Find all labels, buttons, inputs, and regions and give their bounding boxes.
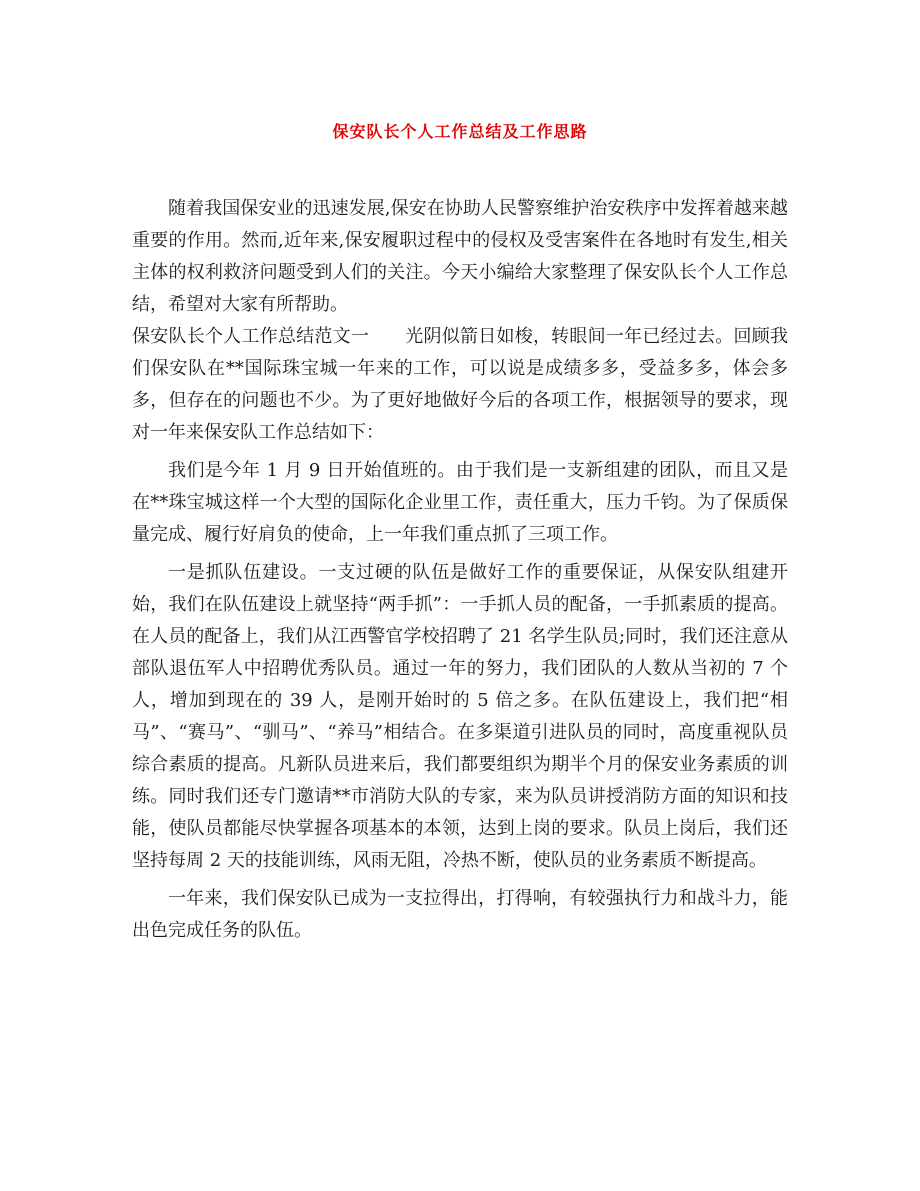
section-block [132,321,788,449]
document-title: 保安队长个人工作总结及工作思路 [332,122,588,141]
section-first-paragraph: 光阴似箭日如梭，转眼间一年已经过去。回顾我们保安队在**国际珠宝城一年来的工作，可以说是成绩多多，受益多多，体会多多，但存在的问题也不少。为了更好地做好今后的各项工作，根据领导的要求，现对一年来保安队工作总结如下： [132,326,789,443]
body-paragraph-3: 一年来，我们保安队已成为一支拉得出，打得响，有较强执行力和战斗力，能出色完成任务的队伍。 [132,888,788,941]
document-page [132,118,788,947]
body-paragraph-1: 我们是今年 1 月 9 日开始值班的。由于我们是一支新组建的团队，而且又是在**珠宝城这样一个大型的国际化企业里工作，责任重大，压力千钧。为了保质保量完成、履行好肩负的使命，上一年我们重点抓了三项工作。 [132,460,788,545]
section-heading: 保安队长个人工作总结范文一 [132,326,370,347]
intro-paragraph: 随着我国保安业的迅速发展,保安在协助人民警察维护治安秩序中发挥着越来越重要的作用。然而,近年来,保安履职过程中的侵权及受害案件在各地时有发生,相关主体的权利救济问题受到人们的关注。今天小编给大家整理了保安队长个人工作总结，希望对大家有所帮助。 [132,198,788,315]
body-paragraph-2: 一是抓队伍建设。一支过硬的队伍是做好工作的重要保证，从保安队组建开始，我们在队伍建设上就坚持“两手抓”：一手抓人员的配备，一手抓素质的提高。在人员的配备上，我们从江西警官学校招聘了 21 名学生队员;同时，我们还注意从部队退伍军人中招聘优秀队员。通过一年的努力，我们团队的人数从当初的 7 个人，增加到现在的 39 人，是刚开始时的 5 倍之多。在队伍建设上，我们把“相马”、“赛马”、“驯马”、“养马”相结合。在多渠道引进队员的同时，高度重视队员综合素质的提高。凡新队员进来后，我们都要组织为期半个月的保安业务素质的训练。同时我们还专门邀请**市消防大队的专家，来为队员讲授消防方面的知识和技能，使队员都能尽快掌握各项基本的本领，达到上岗的要求。队员上岗后，我们还坚持每周 2 天的技能训练，风雨无阻，冷热不断，使队员的业务素质不断提高。 [132,562,788,871]
